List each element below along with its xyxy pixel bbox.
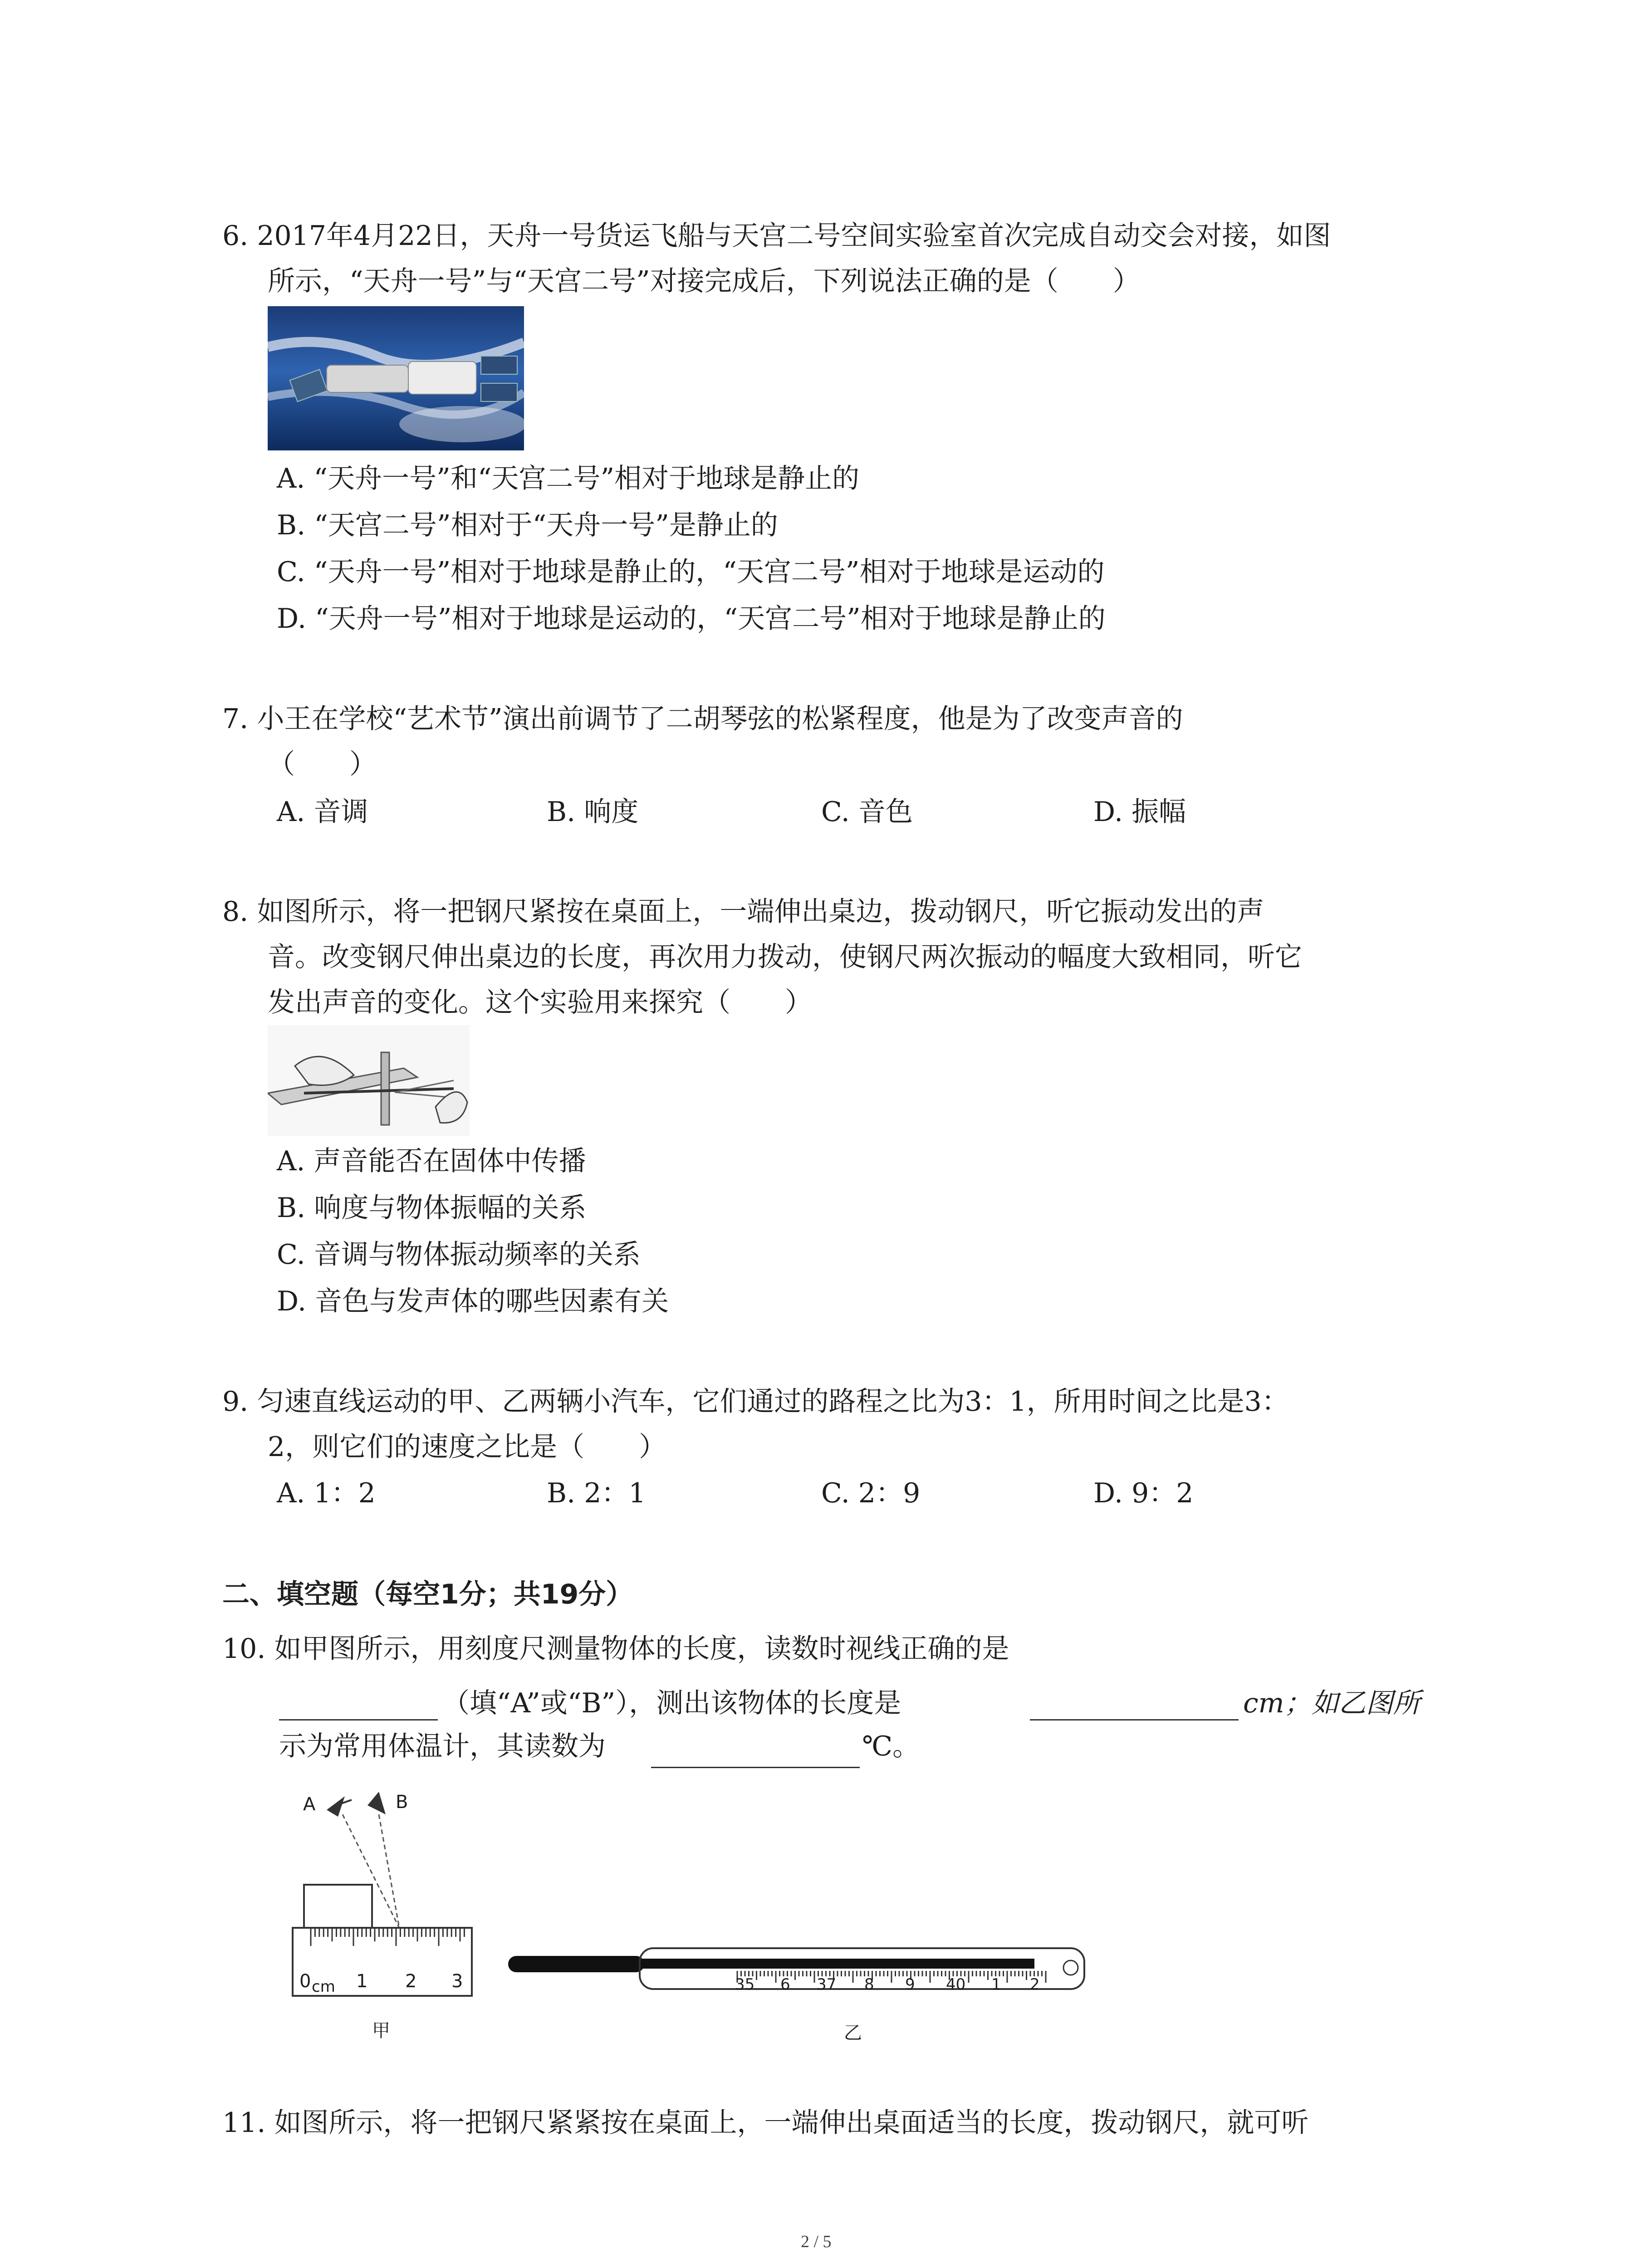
page-number: 2 / 5	[801, 2232, 832, 2251]
q10-stem-line2b: cm；如乙图所	[1243, 1687, 1421, 1719]
q9-option-b: B. 2：1	[547, 1477, 646, 1509]
ruler-tick-2: 2	[405, 1971, 417, 1992]
q8-option-a: A. 声音能否在固体中传播	[277, 1145, 586, 1177]
q9-option-d: D. 9：2	[1093, 1477, 1194, 1509]
q8-stem-line1: 8. 如图所示，将一把钢尺紧按在桌面上，一端伸出桌边，拨动钢尺，听它振动发出的声	[222, 896, 1264, 928]
eye-a-label: A	[303, 1794, 316, 1815]
q10-stem-line1: 10. 如甲图所示，用刻度尺测量物体的长度，读数时视线正确的是	[222, 1633, 1009, 1665]
q7-option-b: B. 响度	[547, 796, 639, 828]
eye-a-icon	[327, 1796, 352, 1817]
q9-option-c: C. 2：9	[821, 1477, 921, 1509]
q10-stem-line2a: （填“A”或“B”），测出该物体的长度是	[442, 1687, 901, 1719]
eye-b-label: B	[396, 1792, 408, 1813]
q6-option-b: B. “天宫二号”相对于“天舟一号”是静止的	[277, 509, 778, 541]
ruler-unit: cm	[312, 1978, 335, 1996]
q8-option-c: C. 音调与物体振动频率的关系	[277, 1239, 641, 1271]
thermo-tick-42: 2	[1030, 1975, 1040, 1994]
q6-option-c: C. “天舟一号”相对于地球是静止的，“天宫二号”相对于地球是运动的	[277, 556, 1105, 588]
q9-stem-line2: 2，则它们的速度之比是（ ）	[268, 1431, 666, 1463]
q10-stem-line3a: 示为常用体温计，其读数为	[279, 1730, 606, 1762]
q9-stem-line1: 9. 匀速直线运动的甲、乙两辆小汽车，它们通过的路程之比为3：1，所用时间之比是3：	[222, 1386, 1289, 1418]
ruler-tick-1: 1	[356, 1971, 368, 1992]
q6-option-a: A. “天舟一号”和“天宫二号”相对于地球是静止的	[277, 463, 860, 494]
ruler-tick-3: 3	[451, 1971, 463, 1992]
thermo-tick-39: 9	[905, 1975, 915, 1994]
q6-option-d: D. “天舟一号”相对于地球是运动的，“天宫二号”相对于地球是静止的	[277, 603, 1106, 635]
figure-jia-caption: 甲	[372, 2020, 390, 2041]
thermo-tick-41: 1	[991, 1975, 1001, 1994]
ruler-tick-0: 0	[299, 1971, 311, 1992]
thermo-tick-38: 8	[864, 1975, 874, 1994]
q10-blank-1[interactable]	[279, 1719, 438, 1721]
thermo-tick-37: 37	[817, 1975, 837, 1994]
q9-option-a: A. 1：2	[277, 1477, 376, 1509]
spacecraft-docking-image	[268, 306, 524, 450]
q7-option-d: D. 振幅	[1093, 796, 1186, 828]
q10-blank-3[interactable]	[651, 1767, 860, 1768]
steel-ruler-experiment-image	[268, 1025, 470, 1136]
q6-stem-line1: 6. 2017年4月22日，天舟一号货运飞船与天宫二号空间实验室首次完成自动交会对接，如图	[222, 220, 1331, 252]
q10-stem-line3b: ℃。	[862, 1730, 920, 1762]
thermometer-figure	[508, 1946, 1093, 2000]
section-heading: 二、填空题（每空1分；共19分）	[222, 1579, 633, 1610]
q8-option-b: B. 响度与物体振幅的关系	[277, 1192, 587, 1224]
q6-stem-line2: 所示，“天舟一号”与“天宫二号”对接完成后，下列说法正确的是（ ）	[268, 265, 1140, 297]
q7-option-a: A. 音调	[277, 796, 368, 828]
q10-blank-2[interactable]	[1030, 1719, 1239, 1721]
eye-b-icon	[367, 1792, 386, 1814]
q7-stem-line1: 7. 小王在学校“艺术节”演出前调节了二胡琴弦的松紧程度，他是为了改变声音的	[222, 703, 1183, 735]
figure-yi-caption: 乙	[844, 2023, 862, 2043]
thermo-tick-35: 35	[735, 1975, 755, 1994]
q7-option-c: C. 音色	[821, 796, 913, 828]
thermo-tick-36: 6	[780, 1975, 790, 1994]
q11-stem-line1: 11. 如图所示，将一把钢尺紧紧按在桌面上，一端伸出桌面适当的长度，拨动钢尺，就可听	[222, 2107, 1309, 2139]
ruler-ticks	[311, 1928, 464, 1946]
thermo-tick-40: 40	[946, 1975, 966, 1994]
q8-option-d: D. 音色与发声体的哪些因素有关	[277, 1286, 669, 1317]
q7-stem-line2: （ ）	[268, 748, 377, 780]
q8-stem-line2: 音。改变钢尺伸出桌边的长度，再次用力拨动，使钢尺两次振动的幅度大致相同，听它	[268, 941, 1302, 973]
q8-stem-line3: 发出声音的变化。这个实验用来探究（ ）	[268, 987, 812, 1018]
